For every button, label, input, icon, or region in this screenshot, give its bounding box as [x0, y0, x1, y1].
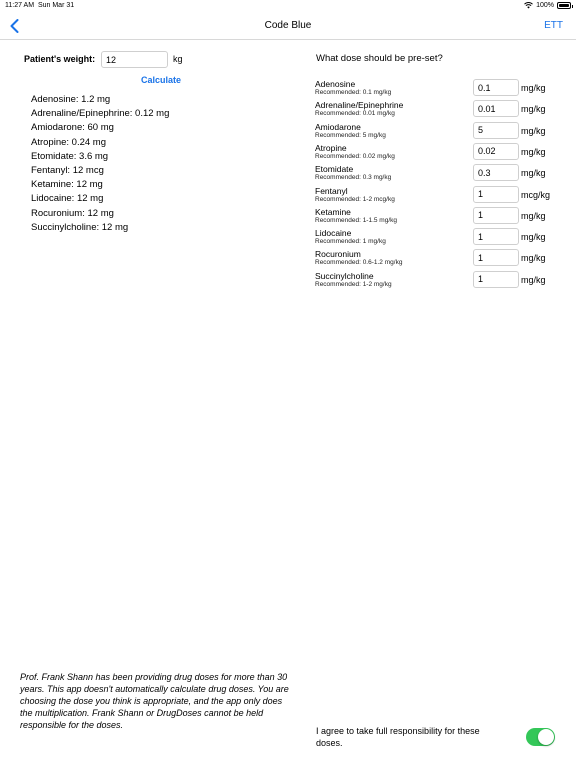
- drug-row-adrenaline: [315, 99, 565, 120]
- drug-name: Amiodarone: [315, 121, 361, 132]
- status-right: [524, 2, 571, 9]
- navigation-bar: [0, 12, 576, 40]
- dose-result-item: Fentanyl: 12 mcg: [31, 164, 104, 176]
- dose-input-fentanyl[interactable]: [473, 186, 519, 203]
- dose-result-item: Etomidate: 3.6 mg: [31, 150, 109, 162]
- dose-input-rocuronium[interactable]: [473, 249, 519, 266]
- calculate-button[interactable]: Calculate: [141, 75, 182, 85]
- drug-row-rocuronium: [315, 248, 565, 269]
- drug-name: Etomidate: [315, 164, 354, 175]
- drug-recommended: Recommended: 0.3 mg/kg: [315, 174, 392, 182]
- drug-row-atropine: [315, 142, 565, 163]
- agree-label: I agree to take full responsibility for these doses.: [316, 726, 480, 748]
- drug-name: Adrenaline/Epinephrine: [315, 100, 404, 111]
- weight-label: Patient's weight:: [24, 54, 96, 64]
- dose-result-item: Adenosine: 1.2 mg: [31, 94, 111, 105]
- dose-result-item: Succinylcholine: 12 mg: [31, 221, 129, 233]
- dose-input-amiodarone[interactable]: [473, 122, 519, 139]
- weight-input[interactable]: [101, 51, 168, 68]
- battery-fill: [559, 4, 569, 7]
- drug-name: Lidocaine: [315, 228, 352, 239]
- drug-recommended: Recommended: 0.01 mg/kg: [315, 110, 395, 118]
- dose-results-list: [31, 93, 169, 235]
- weight-unit: kg: [173, 54, 183, 64]
- dose-unit: mg/kg: [521, 168, 546, 179]
- battery-percent: 100%: [536, 2, 554, 9]
- agree-toggle[interactable]: [526, 728, 555, 746]
- drug-name: Succinylcholine: [315, 270, 374, 281]
- drug-row-etomidate: [315, 163, 565, 184]
- drug-recommended: Recommended: 1-1.5 mg/kg: [315, 216, 398, 224]
- dose-input-ketamine[interactable]: [473, 207, 519, 224]
- dose-result-item: Rocuronium: 12 mg: [31, 207, 114, 219]
- dose-unit: mg/kg: [521, 146, 546, 157]
- drug-name: Adenosine: [315, 79, 356, 89]
- preset-question: What dose should be pre-set?: [316, 53, 443, 64]
- dose-input-adrenaline[interactable]: [473, 100, 519, 117]
- dose-result-item: Adrenaline/Epinephrine: 0.12 mg: [31, 108, 170, 120]
- page-title: Code Blue: [264, 20, 312, 31]
- drug-recommended: Recommended: 1 mg/kg: [315, 238, 386, 246]
- drug-recommended: Recommended: 1-2 mcg/kg: [315, 195, 395, 203]
- drug-name: Fentanyl: [315, 185, 348, 196]
- dose-result-item: Amiodarone: 60 mg: [31, 122, 114, 134]
- drug-row-adenosine: [315, 78, 565, 99]
- drug-recommended: Recommended: 0.02 mg/kg: [315, 152, 395, 160]
- dose-unit: mg/kg: [521, 83, 546, 93]
- status-time-date: [5, 2, 74, 9]
- drug-row-amiodarone: [315, 121, 565, 142]
- wifi-icon: [524, 2, 533, 9]
- drug-recommended: Recommended: 1-2 mg/kg: [315, 280, 392, 288]
- dose-unit: mg/kg: [521, 232, 546, 243]
- dose-unit: mg/kg: [521, 274, 546, 285]
- drug-name: Rocuronium: [315, 249, 361, 260]
- drug-row-fentanyl: [315, 185, 565, 206]
- toggle-knob: [538, 729, 554, 745]
- status-bar: [0, 0, 576, 12]
- drug-row-succinylcholine: [315, 270, 565, 291]
- dose-result-item: Atropine: 0.24 mg: [31, 136, 106, 148]
- dose-result-item: Ketamine: 12 mg: [31, 179, 103, 191]
- status-date: Sun Mar 31: [37, 2, 75, 9]
- drug-name: Ketamine: [315, 206, 351, 217]
- drug-recommended: Recommended: 5 mg/kg: [315, 131, 386, 139]
- drug-name: Atropine: [315, 142, 347, 153]
- dose-result-item: Lidocaine: 12 mg: [31, 193, 104, 205]
- dose-input-adenosine[interactable]: [473, 79, 519, 96]
- dose-unit: mg/kg: [521, 125, 546, 136]
- ett-button[interactable]: ETT: [544, 20, 563, 31]
- dose-input-lidocaine[interactable]: [473, 228, 519, 245]
- dose-unit: mg/kg: [521, 253, 546, 264]
- battery-icon: [557, 2, 571, 9]
- dose-input-succinylcholine[interactable]: [473, 271, 519, 288]
- drug-row-lidocaine: [315, 227, 565, 248]
- drug-row-ketamine: [315, 206, 565, 227]
- dose-unit: mcg/kg: [521, 189, 551, 200]
- drug-recommended: Recommended: 0.1 mg/kg: [315, 89, 392, 96]
- dose-input-atropine[interactable]: [473, 143, 519, 160]
- drug-recommended: Recommended: 0.6-1.2 mg/kg: [315, 259, 403, 267]
- status-time: 11:27 AM: [5, 2, 35, 9]
- dose-unit: mg/kg: [521, 210, 546, 221]
- dose-input-etomidate[interactable]: [473, 164, 519, 181]
- disclaimer-text: Prof. Frank Shann has been providing drug doses for more than 30 years. This app doesn't automatically calculate drug doses. You are choosing the dose you think is appropriate, and the app only does the multiplication. Frank Shann or DrugDoses cannot be held responsible for the doses.: [20, 672, 289, 730]
- dose-unit: mg/kg: [521, 104, 546, 115]
